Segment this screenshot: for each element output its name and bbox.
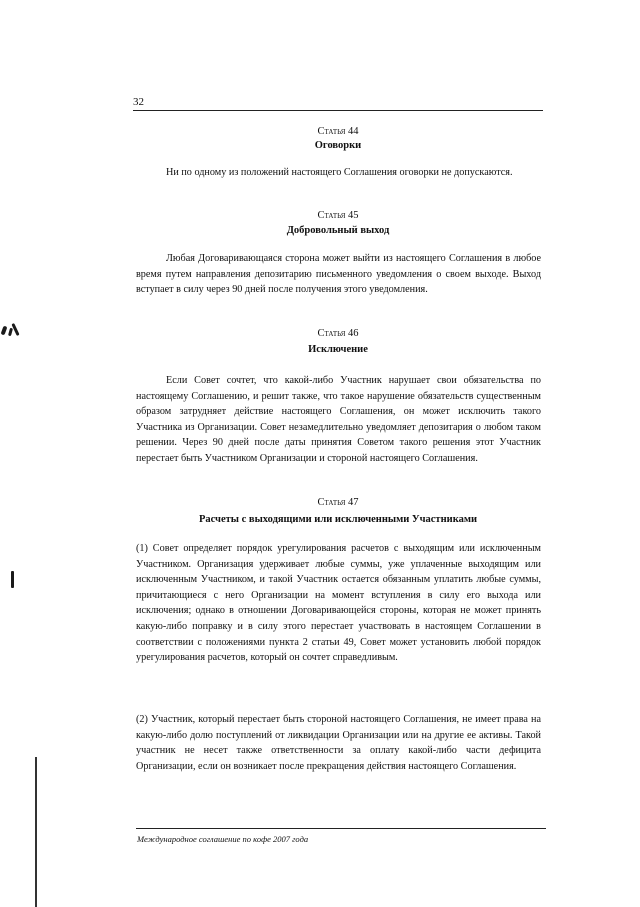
article-47-title: Расчеты с выходящими или исключенными Участниками	[198, 514, 478, 525]
scan-mark	[1, 326, 8, 336]
article-46-title: Исключение	[308, 344, 368, 355]
article-46-paragraph: Если Совет сочтет, что какой-либо Участник нарушает свои обязательства по настоящему Соглашению, и решит также, что такое нарушение обязательств существенным образом затрудняет действие настоящего Соглашения, он может исключить такого Участника из Организации. Совет незамедлительно уведомляет депозитария о любом таком решении. Через 90 дней после даты принятия Советом такого решения этот Участник перестает быть Участником Организации и стороной настоящего Соглашения.	[136, 375, 541, 464]
page-number: 32	[133, 96, 144, 108]
footer-rule	[136, 828, 546, 829]
footer-text: Международное соглашение по кофе 2007 года	[137, 834, 309, 844]
header-rule	[133, 110, 543, 111]
scan-mark	[8, 328, 13, 337]
article-47-paragraph-2: (2) Участник, который перестает быть стороной настоящего Соглашения, не имеет права на какую-либо долю поступлений от ликвидации Организации или на другие ее активы. Такой участник не несет также ответственности за оплату какой-либо части дефицита Организации, если он возникает после прекращения действия настоящего Соглашения.	[136, 714, 541, 772]
article-47-paragraph-1: (1) Совет определяет порядок урегулирования расчетов с выходящим или исключенным Участником. Организация удерживает любые суммы, уже уплаченные выходящим или исключенным Участником, и такой Участник остается обязанным уплатить любые суммы, причитающиеся с него Организации на момент вступления в силу его выхода или исключения; однако в отношении Договаривающейся стороны, которая не может принять какую-либо поправку и в силу этого перестает участвовать в настоящем Соглашении в соответствии с положениями пункта 2 статьи 49, Совет может установить любой порядок урегулирования расчетов, который он сочтет справедливым.	[136, 543, 541, 664]
article-47-label: Статья 47	[317, 497, 359, 508]
article-45-title: Добровольный выход	[286, 225, 390, 236]
scan-line	[35, 757, 37, 907]
article-45-label: Статья 45	[317, 210, 359, 221]
article-44-label: Статья 44	[317, 126, 359, 137]
article-46-label: Статья 46	[317, 328, 359, 339]
scan-mark	[11, 571, 14, 588]
article-44-title: Оговорки	[314, 140, 362, 151]
article-45-paragraph: Любая Договаривающаяся сторона может выйти из настоящего Соглашения в любое время путем направления депозитарию письменного уведомления о своем выходе. Выход вступает в силу через 90 дней после получения этого уведомления.	[136, 253, 541, 296]
article-44-paragraph: Ни по одному из положений настоящего Соглашения оговорки не допускаются.	[166, 167, 513, 178]
